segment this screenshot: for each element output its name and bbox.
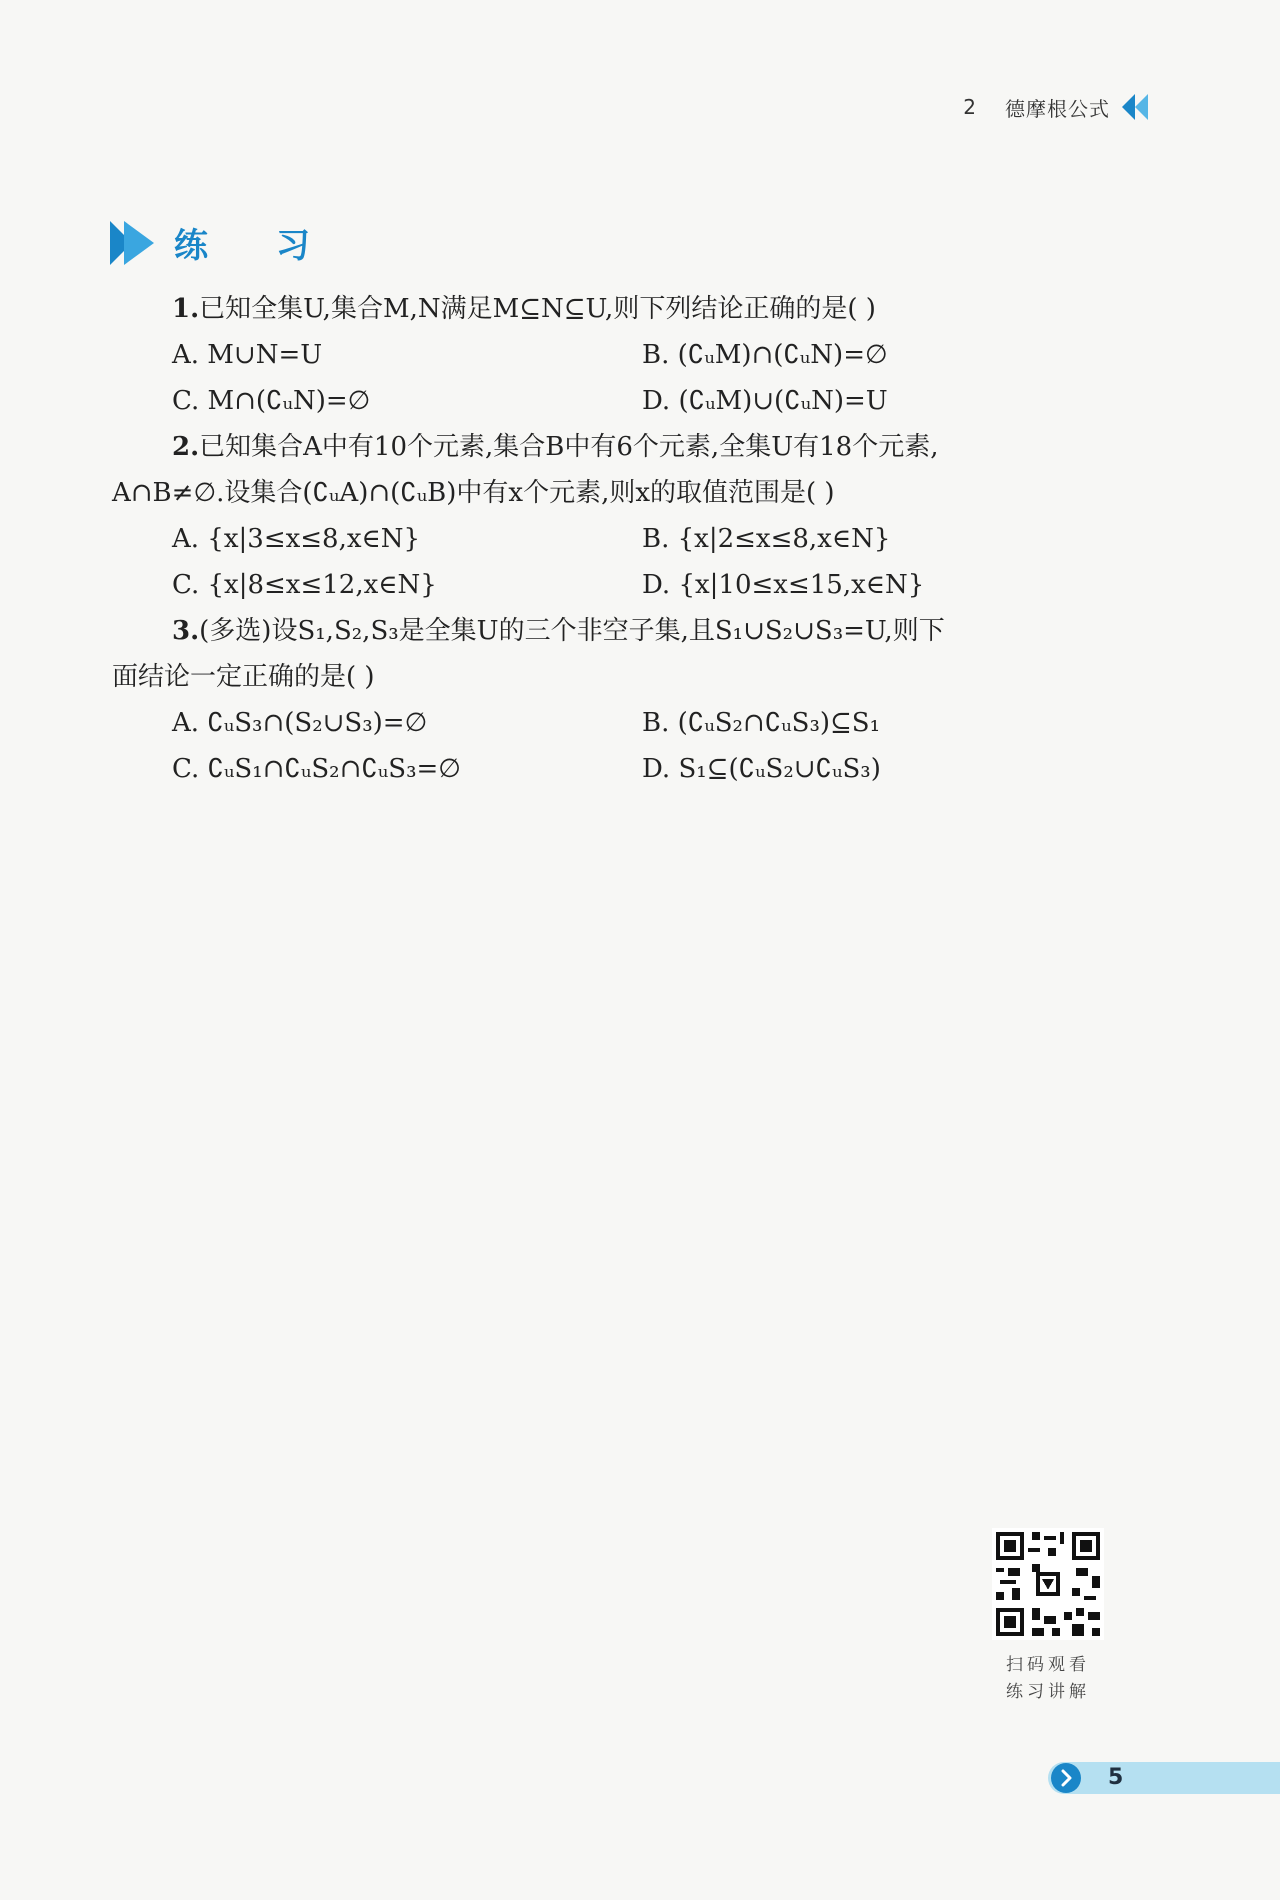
double-chevron-left-icon xyxy=(1120,92,1150,122)
option-b: B. (∁ᵤS₂∩∁ᵤS₃)⊆S₁ xyxy=(642,708,881,738)
chevron-right-icon xyxy=(1050,1762,1082,1794)
page-number: 5 xyxy=(1108,1765,1124,1790)
chapter-number: 2 xyxy=(963,95,977,119)
question-3-continued: 面结论一定正确的是( ) xyxy=(112,662,375,692)
question-2: 2.已知集合A中有10个元素,集合B中有6个元素,全集U有18个元素, xyxy=(172,432,939,462)
section-title: 练 习 xyxy=(174,226,338,266)
option-b: B. {x|2≤x≤8,x∈N} xyxy=(642,524,891,554)
option-a: A. M∪N=U xyxy=(172,340,323,370)
question-1-options xyxy=(112,332,1142,424)
double-play-arrow-icon xyxy=(110,221,156,265)
question-1: 1.已知全集U,集合M,N满足M⊆N⊆U,则下列结论正确的是( ) xyxy=(172,294,876,324)
chapter-title: 德摩根公式 xyxy=(1005,96,1110,121)
section-heading xyxy=(110,218,338,267)
question-3: 3.(多选)设S₁,S₂,S₃是全集U的三个非空子集,且S₁∪S₂∪S₃=U,则下 xyxy=(172,616,945,646)
option-d: D. S₁⊆(∁ᵤS₂∪∁ᵤS₃) xyxy=(642,754,881,784)
option-d: D. (∁ᵤM)∪(∁ᵤN)=U xyxy=(642,386,888,416)
option-a: A. ∁ᵤS₃∩(S₂∪S₃)=∅ xyxy=(172,708,428,738)
question-2-continued: A∩B≠∅.设集合(∁ᵤA)∩(∁ᵤB)中有x个元素,则x的取值范围是( ) xyxy=(112,478,835,508)
question-2-options xyxy=(112,516,1142,608)
option-b: B. (∁ᵤM)∩(∁ᵤN)=∅ xyxy=(642,340,888,370)
qr-caption: 扫码观看 练习讲解 xyxy=(1006,1655,1090,1702)
option-c: C. M∩(∁ᵤN)=∅ xyxy=(172,386,371,416)
option-c: C. {x|8≤x≤12,x∈N} xyxy=(172,570,437,600)
qr-code-icon[interactable] xyxy=(992,1528,1104,1640)
option-c: C. ∁ᵤS₁∩∁ᵤS₂∩∁ᵤS₃=∅ xyxy=(172,754,461,784)
page-number-bar xyxy=(1048,1762,1280,1794)
option-a: A. {x|3≤x≤8,x∈N} xyxy=(172,524,421,554)
question-3-options xyxy=(112,700,1142,792)
running-header xyxy=(963,92,1150,122)
qr-block xyxy=(990,1528,1106,1706)
option-d: D. {x|10≤x≤15,x∈N} xyxy=(642,570,925,600)
exercise-list xyxy=(112,286,1142,792)
